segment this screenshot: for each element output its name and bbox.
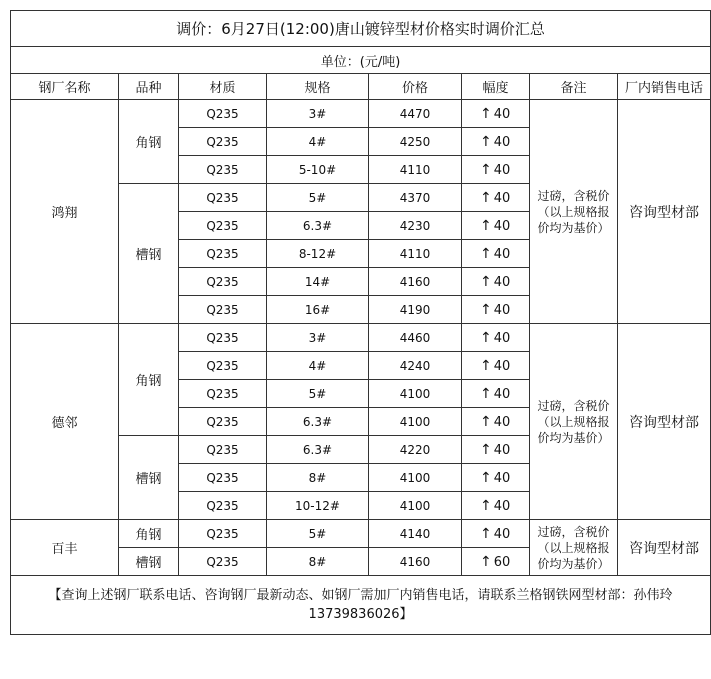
change-cell (462, 352, 530, 380)
change-cell (462, 492, 530, 520)
change-value: 40 (493, 134, 511, 150)
sales-phone-cell: 咨询型材部 (618, 100, 711, 324)
spec-cell: 14# (267, 268, 369, 296)
change-value: 40 (493, 526, 511, 542)
material-cell: Q235 (179, 184, 267, 212)
header-product: 品种 (119, 74, 179, 100)
change-cell (462, 380, 530, 408)
change-cell (462, 156, 530, 184)
price-table (10, 10, 711, 635)
spec-cell: 6.3# (267, 408, 369, 436)
product-type: 槽钢 (119, 548, 179, 576)
change-cell (462, 184, 530, 212)
header-material: 材质 (179, 74, 267, 100)
material-cell: Q235 (179, 520, 267, 548)
material-cell: Q235 (179, 128, 267, 156)
arrow-up-icon: ↑ (480, 413, 492, 430)
arrow-up-icon: ↑ (480, 301, 492, 318)
change-value: 40 (493, 386, 511, 402)
product-type: 角钢 (119, 324, 179, 436)
material-cell: Q235 (179, 352, 267, 380)
price-cell: 4140 (369, 520, 462, 548)
table-body (11, 100, 711, 576)
table-row (11, 520, 711, 548)
spec-cell: 8-12# (267, 240, 369, 268)
spec-cell: 8# (267, 548, 369, 576)
mill-name: 鸿翔 (11, 100, 119, 324)
header-spec: 规格 (267, 74, 369, 100)
spec-cell: 3# (267, 100, 369, 128)
change-value: 40 (493, 190, 511, 206)
arrow-up-icon: ↑ (480, 329, 492, 346)
header-mill: 钢厂名称 (11, 74, 119, 100)
arrow-up-icon: ↑ (480, 469, 492, 486)
change-value: 40 (493, 470, 511, 486)
change-value: 40 (493, 162, 511, 178)
price-cell: 4100 (369, 492, 462, 520)
header-change: 幅度 (462, 74, 530, 100)
price-cell: 4370 (369, 184, 462, 212)
change-cell (462, 436, 530, 464)
price-cell: 4160 (369, 268, 462, 296)
price-cell: 4110 (369, 156, 462, 184)
mill-name: 德邻 (11, 324, 119, 520)
change-cell (462, 240, 530, 268)
material-cell: Q235 (179, 492, 267, 520)
note-cell: 过磅，含税价（以上规格报价均为基价） (530, 324, 618, 520)
material-cell: Q235 (179, 324, 267, 352)
change-value: 40 (493, 246, 511, 262)
spec-cell: 5-10# (267, 156, 369, 184)
spec-cell: 16# (267, 296, 369, 324)
arrow-up-icon: ↑ (480, 105, 492, 122)
spec-cell: 10-12# (267, 492, 369, 520)
price-cell: 4240 (369, 352, 462, 380)
price-cell: 4190 (369, 296, 462, 324)
price-cell: 4160 (369, 548, 462, 576)
change-value: 40 (493, 330, 511, 346)
arrow-up-icon: ↑ (480, 497, 492, 514)
change-value: 40 (493, 414, 511, 430)
arrow-up-icon: ↑ (480, 161, 492, 178)
arrow-up-icon: ↑ (480, 385, 492, 402)
material-cell: Q235 (179, 212, 267, 240)
header-price: 价格 (369, 74, 462, 100)
header-note: 备注 (530, 74, 618, 100)
note-cell: 过磅，含税价（以上规格报价均为基价） (530, 100, 618, 324)
change-cell (462, 100, 530, 128)
price-cell: 4100 (369, 464, 462, 492)
spec-cell: 5# (267, 184, 369, 212)
table-row (11, 324, 711, 352)
mill-name: 百丰 (11, 520, 119, 576)
price-cell: 4230 (369, 212, 462, 240)
sales-phone-cell: 咨询型材部 (618, 324, 711, 520)
change-cell (462, 296, 530, 324)
price-cell: 4460 (369, 324, 462, 352)
arrow-up-icon: ↑ (480, 273, 492, 290)
change-value: 40 (493, 358, 511, 374)
spec-cell: 6.3# (267, 436, 369, 464)
spec-cell: 8# (267, 464, 369, 492)
price-cell: 4470 (369, 100, 462, 128)
spec-cell: 6.3# (267, 212, 369, 240)
arrow-up-icon: ↑ (480, 133, 492, 150)
change-value: 40 (493, 106, 511, 122)
change-value: 40 (493, 302, 511, 318)
product-type: 槽钢 (119, 436, 179, 520)
spec-cell: 5# (267, 520, 369, 548)
spec-cell: 4# (267, 352, 369, 380)
price-cell: 4220 (369, 436, 462, 464)
spec-cell: 5# (267, 380, 369, 408)
sales-phone-cell: 咨询型材部 (618, 520, 711, 576)
change-cell (462, 548, 530, 576)
table-row (11, 100, 711, 128)
change-value: 40 (493, 498, 511, 514)
change-cell (462, 408, 530, 436)
table-title: 调价：6月27日(12:00)唐山镀锌型材价格实时调价汇总 (11, 11, 711, 47)
spec-cell: 3# (267, 324, 369, 352)
arrow-up-icon: ↑ (480, 189, 492, 206)
material-cell: Q235 (179, 464, 267, 492)
change-value: 40 (493, 218, 511, 234)
material-cell: Q235 (179, 296, 267, 324)
material-cell: Q235 (179, 436, 267, 464)
change-cell (462, 324, 530, 352)
change-cell (462, 128, 530, 156)
spec-cell: 4# (267, 128, 369, 156)
price-cell: 4100 (369, 380, 462, 408)
product-type: 角钢 (119, 100, 179, 184)
change-cell (462, 520, 530, 548)
change-value: 60 (493, 554, 511, 570)
price-cell: 4110 (369, 240, 462, 268)
product-type: 槽钢 (119, 184, 179, 324)
change-value: 40 (493, 442, 511, 458)
footer-contact: 【查询上述钢厂联系电话、咨询钢厂最新动态、如钢厂需加厂内销售电话，请联系兰格钢铁网型材部：孙伟玲13739836026】 (11, 576, 711, 635)
header-phone: 厂内销售电话 (618, 74, 711, 100)
arrow-up-icon: ↑ (480, 357, 492, 374)
arrow-up-icon: ↑ (480, 217, 492, 234)
material-cell: Q235 (179, 408, 267, 436)
arrow-up-icon: ↑ (480, 245, 492, 262)
note-cell: 过磅，含税价（以上规格报价均为基价） (530, 520, 618, 576)
change-cell (462, 268, 530, 296)
material-cell: Q235 (179, 240, 267, 268)
material-cell: Q235 (179, 380, 267, 408)
price-cell: 4250 (369, 128, 462, 156)
change-cell (462, 212, 530, 240)
material-cell: Q235 (179, 268, 267, 296)
material-cell: Q235 (179, 100, 267, 128)
header-row (11, 74, 711, 100)
arrow-up-icon: ↑ (480, 553, 492, 570)
product-type: 角钢 (119, 520, 179, 548)
price-cell: 4100 (369, 408, 462, 436)
material-cell: Q235 (179, 156, 267, 184)
change-value: 40 (493, 274, 511, 290)
arrow-up-icon: ↑ (480, 441, 492, 458)
change-cell (462, 464, 530, 492)
unit-label: 单位：(元/吨) (11, 47, 711, 74)
material-cell: Q235 (179, 548, 267, 576)
arrow-up-icon: ↑ (480, 525, 492, 542)
